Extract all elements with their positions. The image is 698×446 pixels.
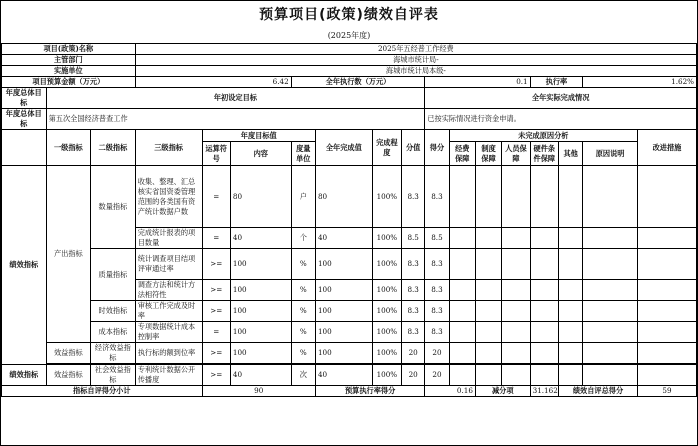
content-cell: 100 bbox=[230, 322, 291, 343]
l3-cell: 调查方法和统计方法相符性 bbox=[135, 280, 202, 301]
dept-value: 海城市统计局- bbox=[135, 55, 696, 66]
table-row bbox=[2, 249, 697, 280]
exec-value: 0.1 bbox=[425, 77, 530, 88]
goals-content-row bbox=[2, 109, 697, 130]
exec-score-label: 预算执行率得分 bbox=[315, 386, 424, 397]
unit-cell: % bbox=[291, 322, 315, 343]
content-cell: 100 bbox=[230, 301, 291, 322]
subtotal-value: 90 bbox=[202, 386, 315, 397]
completion-cell: 100% bbox=[372, 166, 401, 228]
subtotal-label: 指标自评得分小计 bbox=[2, 386, 203, 397]
score-cell: 8.3 bbox=[425, 280, 449, 301]
goals-row-label: 年度总体目标 bbox=[2, 88, 47, 109]
exec-score-value: 0.16 bbox=[425, 386, 476, 397]
info-row-unit bbox=[2, 66, 697, 77]
unit-label: 实施单位 bbox=[2, 66, 136, 77]
value-cell: 8.3 bbox=[402, 166, 425, 228]
op-cell: >= bbox=[202, 280, 230, 301]
value-cell: 8.5 bbox=[402, 228, 425, 249]
l2-quantity: 数量指标 bbox=[91, 166, 136, 249]
actual-cell: 40 bbox=[315, 365, 372, 386]
op-cell: >= bbox=[202, 249, 230, 280]
score-cell: 8.3 bbox=[425, 249, 449, 280]
l3-cell: 执行标的额到位率 bbox=[135, 343, 202, 364]
value-cell: 20 bbox=[402, 365, 425, 386]
budget-value: 6.42 bbox=[135, 77, 291, 88]
goals-actual-text: 已按实际情况进行资金申请。 bbox=[425, 109, 697, 130]
header-level3: 三级指标 bbox=[135, 130, 202, 166]
completion-cell: 100% bbox=[372, 249, 401, 280]
deduct-value: 31.162 bbox=[530, 386, 558, 397]
header-row-1 bbox=[2, 130, 697, 142]
header-reason-note: 原因说明 bbox=[583, 142, 638, 166]
header-completion: 完成程度 bbox=[372, 130, 401, 166]
actual-cell: 100 bbox=[315, 322, 372, 343]
form-title: 预算项目(政策)绩效自评表 bbox=[259, 7, 439, 23]
score-cell: 8.5 bbox=[425, 228, 449, 249]
content-cell: 40 bbox=[230, 228, 291, 249]
actual-cell: 40 bbox=[315, 228, 372, 249]
score-cell: 8.3 bbox=[425, 166, 449, 228]
table-row bbox=[2, 343, 697, 364]
goals-initial-header: 年初设定目标 bbox=[46, 88, 425, 109]
goals-row-label-2: 年度总体目标 bbox=[2, 109, 47, 130]
header-level2: 二级指标 bbox=[91, 130, 136, 166]
total-value: 59 bbox=[637, 386, 696, 397]
unit-cell: 个 bbox=[291, 228, 315, 249]
l3-cell: 统计调查项目结项评审通过率 bbox=[135, 249, 202, 280]
budget-label: 项目预算金额（万元） bbox=[2, 77, 136, 88]
unit-cell: % bbox=[291, 343, 315, 364]
goals-initial-text: 第五次全国经济普查工作 bbox=[46, 109, 425, 130]
completion-cell: 100% bbox=[372, 365, 401, 386]
header-reason-funding: 经费保障 bbox=[449, 142, 475, 166]
footer-row bbox=[2, 386, 697, 397]
score-cell: 20 bbox=[425, 365, 449, 386]
rate-value: 1.62% bbox=[583, 77, 697, 88]
table-row bbox=[2, 301, 697, 322]
l3-cell: 专项数据统计成本控制率 bbox=[135, 322, 202, 343]
header-content: 内容 bbox=[230, 142, 291, 166]
form-year: (2025年度) bbox=[327, 31, 371, 40]
value-cell: 8.3 bbox=[402, 301, 425, 322]
content-cell: 40 bbox=[230, 365, 291, 386]
table-row bbox=[2, 322, 697, 343]
score-cell: 20 bbox=[425, 343, 449, 364]
header-actual-value: 全年完成值 bbox=[315, 130, 372, 166]
project-name: 2025年五经普工作经费 bbox=[135, 44, 696, 55]
actual-cell: 100 bbox=[315, 280, 372, 301]
score-cell: 8.3 bbox=[425, 322, 449, 343]
op-cell: = bbox=[202, 166, 230, 228]
perf-label: 绩效指标 bbox=[2, 166, 47, 365]
l1-benefit-2: 效益指标 bbox=[46, 365, 91, 386]
unit-value: 海城市统计局本级- bbox=[135, 66, 696, 77]
value-cell: 8.3 bbox=[402, 249, 425, 280]
unit-cell: 户 bbox=[291, 166, 315, 228]
l2-economic: 经济效益指标 bbox=[91, 343, 136, 364]
info-row-budget bbox=[2, 77, 697, 88]
unit-cell: 次 bbox=[291, 365, 315, 386]
op-cell: = bbox=[202, 228, 230, 249]
value-cell: 20 bbox=[402, 343, 425, 364]
l2-social: 社会效益指标 bbox=[91, 365, 136, 386]
evaluation-table bbox=[1, 43, 697, 397]
header-improve: 改进措施 bbox=[637, 130, 696, 166]
content-cell: 100 bbox=[230, 343, 291, 364]
header-blank bbox=[2, 130, 47, 166]
header-reasons: 未完成原因分析 bbox=[449, 130, 637, 142]
actual-cell: 100 bbox=[315, 249, 372, 280]
goals-header-row bbox=[2, 88, 697, 109]
project-name-label: 项目(政策)名称 bbox=[2, 44, 136, 55]
header-reason-other: 其他 bbox=[558, 142, 582, 166]
actual-cell: 100 bbox=[315, 343, 372, 364]
header-unit: 度量单位 bbox=[291, 142, 315, 166]
dept-label: 主管部门 bbox=[2, 55, 136, 66]
header-score-value: 分值 bbox=[402, 130, 425, 166]
header-score: 得分 bbox=[425, 130, 449, 166]
op-cell: >= bbox=[202, 343, 230, 364]
unit-cell: % bbox=[291, 249, 315, 280]
l1-benefit: 效益指标 bbox=[46, 343, 91, 364]
output-label: 产出指标 bbox=[46, 166, 91, 343]
deduct-label: 减分项 bbox=[475, 386, 530, 397]
header-operator: 运算符号 bbox=[202, 142, 230, 166]
score-cell: 8.3 bbox=[425, 301, 449, 322]
table-row bbox=[2, 365, 697, 386]
l2-timeliness: 时效指标 bbox=[91, 301, 136, 322]
completion-cell: 100% bbox=[372, 301, 401, 322]
value-cell: 8.3 bbox=[402, 280, 425, 301]
l3-cell: 收集、整理、汇总核实省国资委管理范围的各类国有资产统计数据户数 bbox=[135, 166, 202, 228]
table-row bbox=[2, 166, 697, 228]
op-cell: = bbox=[202, 322, 230, 343]
header-reason-staff: 人员保障 bbox=[502, 142, 530, 166]
l3-cell: 审核工作完成及时率 bbox=[135, 301, 202, 322]
content-cell: 100 bbox=[230, 249, 291, 280]
op-cell: >= bbox=[202, 365, 230, 386]
content-cell: 100 bbox=[230, 280, 291, 301]
completion-cell: 100% bbox=[372, 228, 401, 249]
l2-quality: 质量指标 bbox=[91, 249, 136, 301]
content-cell: 80 bbox=[230, 166, 291, 228]
info-row-project bbox=[2, 44, 697, 55]
unit-cell: % bbox=[291, 280, 315, 301]
completion-cell: 100% bbox=[372, 280, 401, 301]
unit-cell: % bbox=[291, 301, 315, 322]
op-cell: >= bbox=[202, 301, 230, 322]
header-reason-system: 制度保障 bbox=[475, 142, 501, 166]
rate-label: 执行率 bbox=[530, 77, 583, 88]
header-annual-target: 年度目标值 bbox=[202, 130, 315, 142]
header-reason-hardware: 硬件条件保障 bbox=[530, 142, 558, 166]
perf-label-2: 绩效指标 bbox=[2, 365, 47, 386]
value-cell: 8.3 bbox=[402, 322, 425, 343]
actual-cell: 80 bbox=[315, 166, 372, 228]
actual-cell: 100 bbox=[315, 301, 372, 322]
goals-actual-header: 全年实际完成情况 bbox=[425, 88, 697, 109]
total-label: 绩效自评总得分 bbox=[558, 386, 637, 397]
exec-label: 全年执行数（万元） bbox=[291, 77, 425, 88]
l2-cost: 成本指标 bbox=[91, 322, 136, 343]
completion-cell: 100% bbox=[372, 343, 401, 364]
info-row-dept bbox=[2, 55, 697, 66]
header-level1: 一级指标 bbox=[46, 130, 91, 166]
l3-cell: 专利统计数据公开传播度 bbox=[135, 365, 202, 386]
l3-cell: 完成统计报表的项目数量 bbox=[135, 228, 202, 249]
completion-cell: 100% bbox=[372, 322, 401, 343]
